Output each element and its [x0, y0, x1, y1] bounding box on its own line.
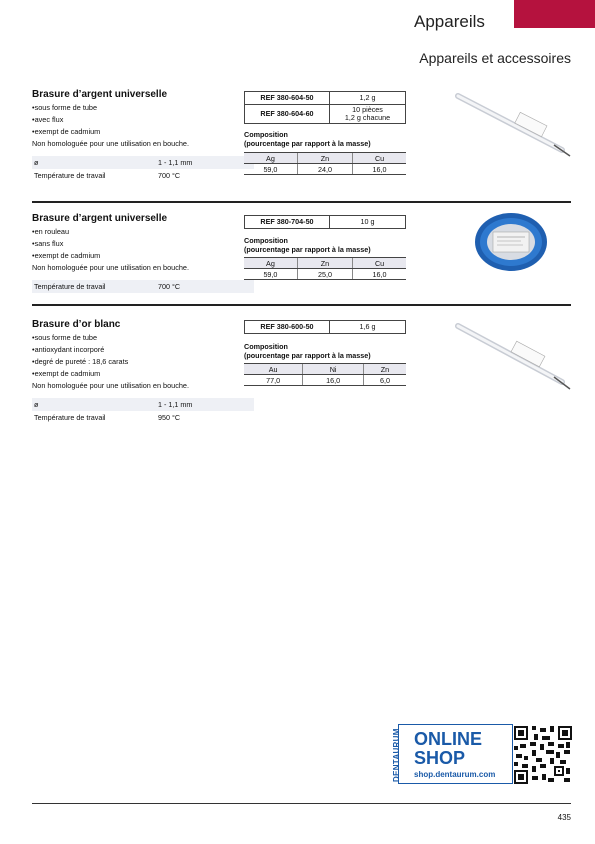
element-symbol: Cu — [353, 153, 406, 164]
ref-qty-line: 10 pièces — [352, 105, 383, 114]
element-symbol: Zn — [363, 364, 406, 375]
composition-title-line: Composition — [244, 342, 288, 351]
spec-table — [32, 398, 254, 424]
spec-value: 1 - 1,1 mm — [156, 398, 254, 411]
shop-link[interactable]: shop.dentaurum.com — [414, 770, 496, 779]
ref-number: REF 380-604-50 — [245, 92, 330, 105]
element-percent: 77,0 — [244, 375, 303, 386]
composition-title — [244, 236, 371, 254]
element-percent: 16,0 — [353, 269, 406, 280]
element-symbol: Ag — [244, 258, 297, 269]
section-divider — [32, 304, 571, 306]
feature-item: • exempt de cadmium — [32, 126, 571, 138]
composition-table — [244, 257, 406, 280]
product-note: Non homologuée pour une utilisation en bouche. — [32, 263, 189, 272]
ref-qty-line: 1,2 g chacune — [344, 113, 391, 122]
feature-item: • degré de pureté : 18,6 carats — [32, 356, 571, 368]
product-title: Brasure d’argent universelle — [32, 213, 168, 224]
solder-tube-image — [450, 318, 575, 393]
product-title: Brasure d’or blanc — [32, 319, 121, 330]
spec-label: Température de travail — [32, 280, 156, 293]
ref-qty: 1,2 g — [330, 92, 406, 105]
spec-label: Température de travail — [34, 171, 106, 180]
shop-title-line: SHOP — [414, 748, 466, 768]
element-symbol: Zn — [297, 258, 352, 269]
element-symbol: Ag — [244, 153, 297, 164]
feature-item: • en rouleau — [32, 226, 571, 238]
shop-title-line: ONLINE — [414, 729, 483, 749]
feature-item: • sous forme de tube — [32, 102, 571, 114]
page-number: 435 — [557, 813, 571, 822]
solder-tube-image — [450, 88, 575, 160]
element-percent: 6,0 — [363, 375, 406, 386]
section-title: Appareils — [414, 12, 485, 31]
product-title: Brasure d’argent universelle — [32, 89, 168, 100]
qr-code[interactable] — [514, 726, 572, 784]
ref-table — [244, 320, 406, 334]
composition-title — [244, 342, 371, 360]
composition-table — [244, 152, 406, 175]
element-percent: 59,0 — [244, 269, 297, 280]
composition-title-line: (pourcentage par rapport à la masse) — [244, 139, 371, 148]
element-percent: 59,0 — [244, 164, 297, 175]
element-symbol: Au — [244, 364, 303, 375]
element-percent: 24,0 — [297, 164, 352, 175]
feature-item: • antioxydant incorporé — [32, 344, 571, 356]
ref-number: REF 380-600-50 — [245, 321, 330, 334]
composition-title-line: (pourcentage par rapport à la masse) — [244, 351, 371, 360]
ref-table — [244, 215, 406, 229]
section-divider — [32, 201, 571, 203]
ref-number: REF 380-604-60 — [245, 105, 330, 124]
solder-roll-image — [473, 211, 549, 273]
composition-title-line: Composition — [244, 236, 288, 245]
ref-qty: 10 g — [330, 216, 406, 229]
ref-qty — [330, 105, 406, 124]
feature-item: • exempt de cadmium — [32, 368, 571, 380]
composition-title — [244, 130, 371, 148]
spec-value: 950 °C — [158, 413, 181, 422]
product-note: Non homologuée pour une utilisation en bouche. — [32, 139, 189, 148]
feature-item: • sans flux — [32, 238, 571, 250]
brand-label: DENTAURUM — [392, 728, 401, 782]
ref-number: REF 380-704-50 — [245, 216, 330, 229]
spec-label: ø — [32, 398, 156, 411]
spec-table — [32, 280, 254, 293]
spec-table — [32, 156, 254, 182]
composition-title-line: Composition — [244, 130, 288, 139]
spec-label: Température de travail — [34, 413, 106, 422]
ref-qty: 1,6 g — [330, 321, 406, 334]
product-note: Non homologuée pour une utilisation en bouche. — [32, 381, 189, 390]
element-percent: 16,0 — [353, 164, 406, 175]
spec-label: ø — [32, 156, 156, 169]
feature-item: • avec flux — [32, 114, 571, 126]
section-subtitle: Appareils et accessoires — [419, 50, 571, 66]
element-symbol: Cu — [353, 258, 406, 269]
element-symbol: Ni — [303, 364, 364, 375]
spec-value: 700 °C — [158, 171, 181, 180]
element-symbol: Zn — [297, 153, 352, 164]
composition-table — [244, 363, 406, 386]
composition-title-line: (pourcentage par rapport à la masse) — [244, 245, 371, 254]
feature-item: • sous forme de tube — [32, 332, 571, 344]
spec-value: 700 °C — [156, 280, 254, 293]
ref-table — [244, 91, 406, 124]
spec-value: 1 - 1,1 mm — [156, 156, 254, 169]
section-color-tab — [514, 0, 595, 28]
element-percent: 25,0 — [297, 269, 352, 280]
element-percent: 16,0 — [303, 375, 364, 386]
feature-item: • exempt de cadmium — [32, 250, 571, 262]
footer-divider — [32, 803, 571, 804]
